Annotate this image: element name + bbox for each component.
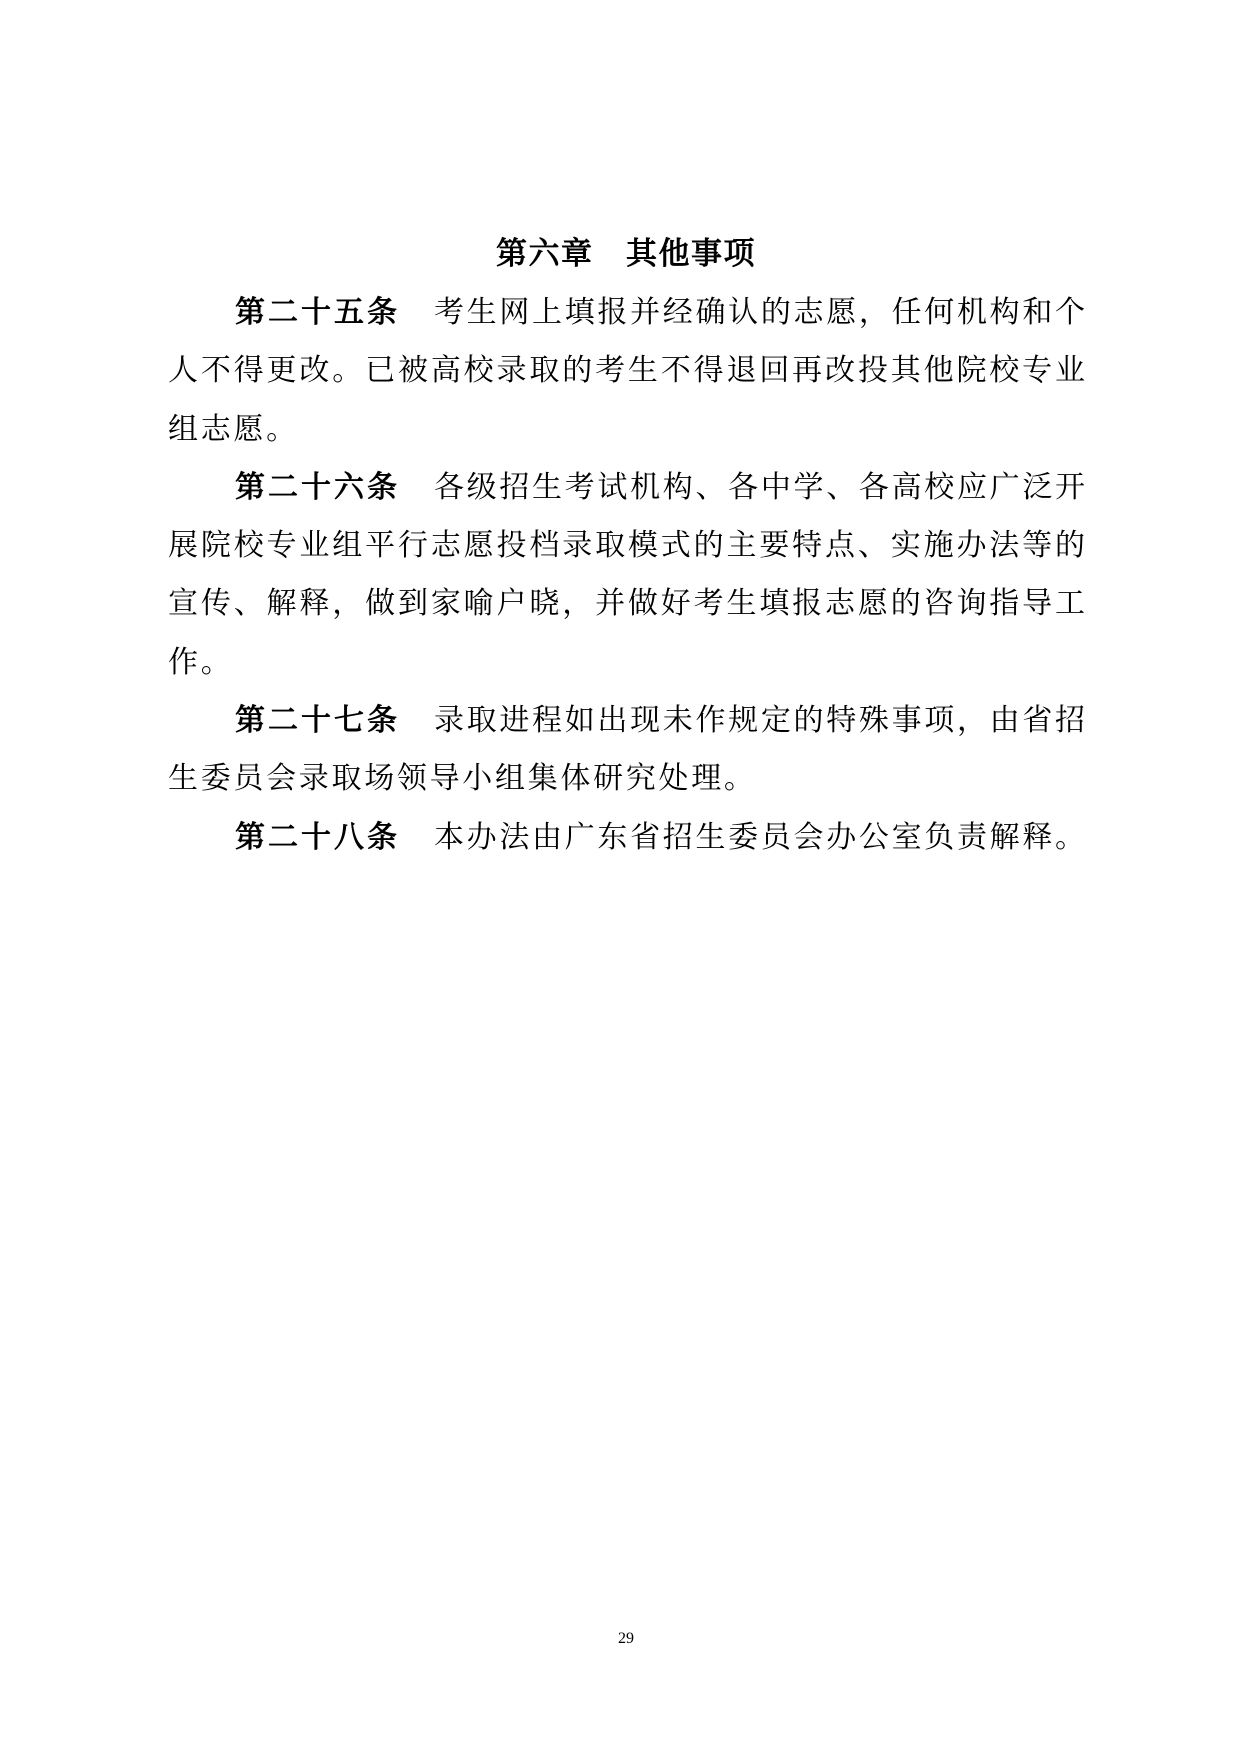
- article-paragraph: [168, 459, 1085, 692]
- article-text: 本办法由广东省招生委员会办公室负责解释。: [434, 819, 1085, 855]
- chapter-heading: 第六章 其他事项: [496, 236, 756, 272]
- text-line: 生委员会录取场领导小组集体研究处理。: [168, 761, 757, 797]
- article-text: 考生网上填报并经确认的志愿，任何机构和个: [434, 295, 1085, 330]
- text-line: 展院校专业组平行志愿投档录取模式的主要特点、实施办法等的: [168, 528, 1085, 564]
- article-paragraph: [168, 809, 1085, 867]
- text-line: 人不得更改。已被高校录取的考生不得退回再改投其他院校专业: [168, 353, 1085, 389]
- article-paragraph: [168, 284, 1085, 459]
- text-line: [168, 459, 1085, 517]
- article-label: 第二十五条: [235, 295, 397, 330]
- text-line: [168, 284, 1085, 342]
- article-text: 录取进程如出现未作规定的特殊事项，由省招: [434, 703, 1085, 739]
- text-line: 组志愿。: [168, 411, 299, 447]
- chapter-body: [168, 284, 1085, 867]
- article-label: 第二十七条: [235, 703, 397, 739]
- article-label: 第二十八条: [235, 819, 397, 855]
- text-line: 作。: [168, 644, 234, 680]
- text-line: [168, 692, 1085, 750]
- page-number: 29: [618, 1630, 634, 1647]
- article-label: 第二十六条: [235, 469, 397, 505]
- text-line: [168, 809, 1085, 867]
- article-paragraph: [168, 692, 1085, 809]
- article-text: 各级招生考试机构、各中学、各高校应广泛开: [434, 469, 1085, 505]
- text-line: 宣传、解释，做到家喻户晓，并做好考生填报志愿的咨询指导工: [168, 586, 1085, 622]
